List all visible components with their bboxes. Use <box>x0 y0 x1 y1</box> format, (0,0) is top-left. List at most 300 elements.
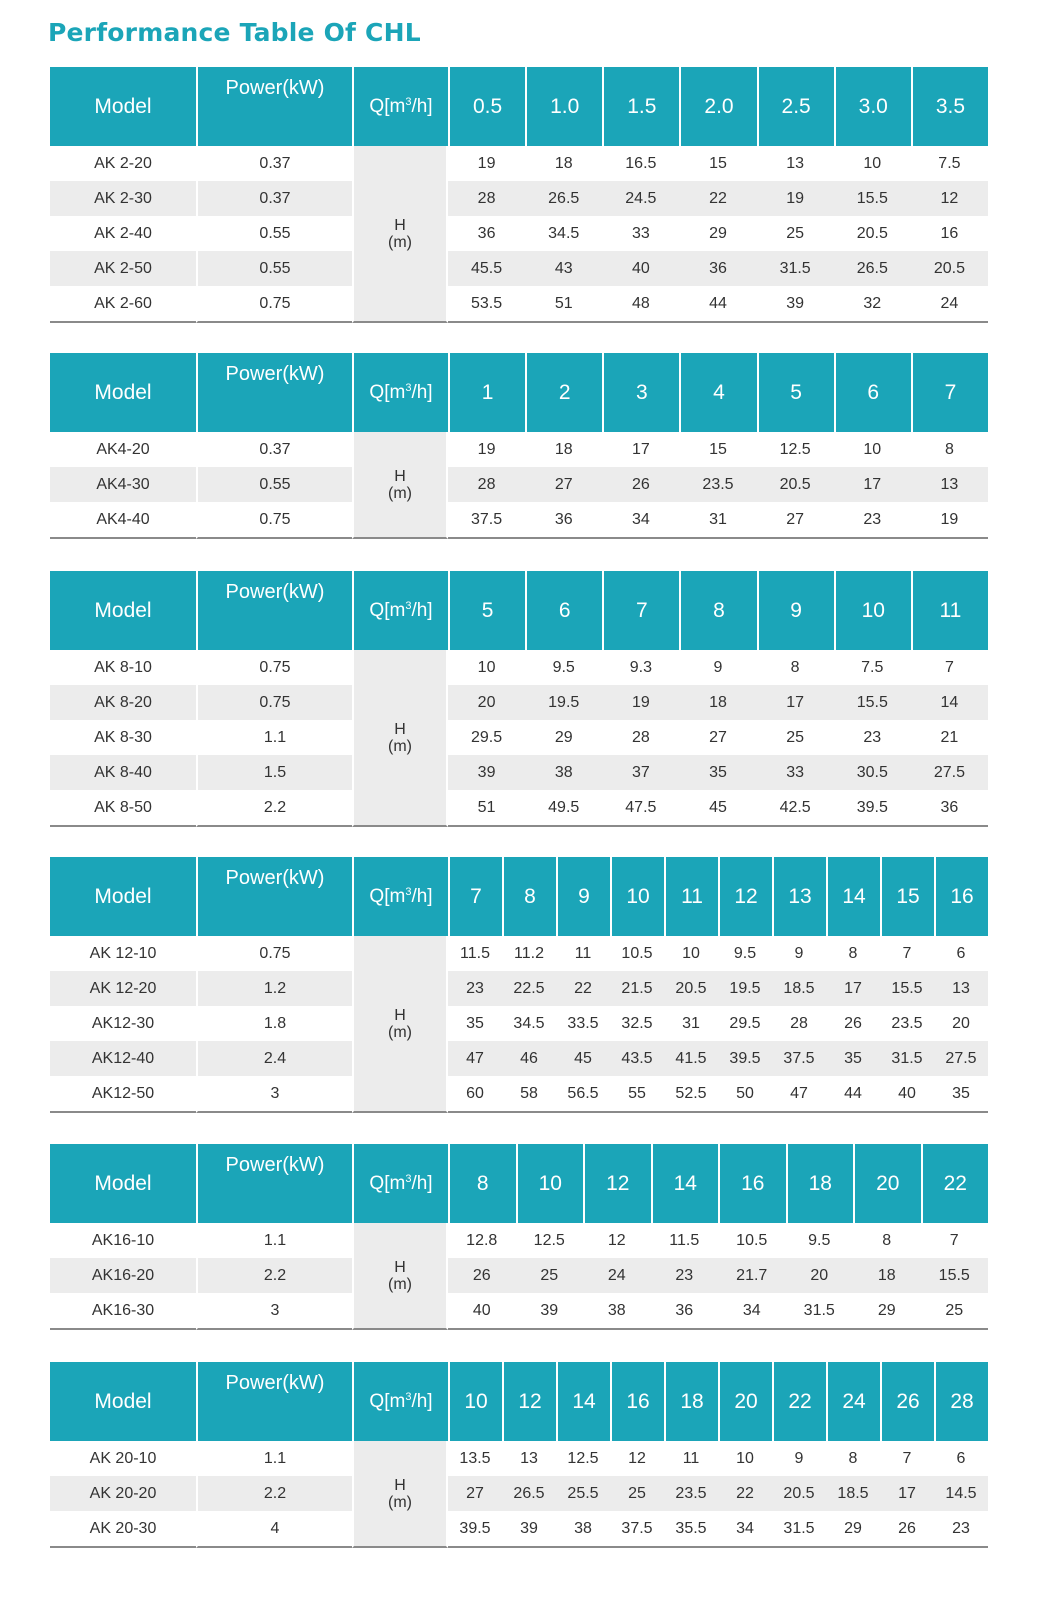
head-value-cell: 21 <box>940 728 959 746</box>
flow-header <box>352 353 448 432</box>
head-value-cell: 28 <box>790 1014 808 1032</box>
flow-value-header: 16 <box>610 1362 664 1441</box>
flow-value-header: 28 <box>934 1362 988 1441</box>
flow-value-header: 7 <box>448 857 502 936</box>
flow-header-prefix: Q[m <box>369 381 406 403</box>
head-value-cell: 30.5 <box>834 755 911 790</box>
head-value-cell: 45 <box>679 790 756 827</box>
power-cell: 2.4 <box>196 1041 352 1076</box>
head-value-cell: 27.5 <box>934 1041 988 1076</box>
flow-value-header: 22 <box>921 1144 989 1223</box>
head-value-cell: 23 <box>651 1258 719 1293</box>
flow-value-header: 9 <box>757 571 834 650</box>
model-cell: AK 2-20 <box>94 154 152 172</box>
table-row <box>50 1223 988 1258</box>
table-row <box>50 1293 988 1330</box>
head-value-cell: 12 <box>628 1449 646 1467</box>
head-value-cell: 18 <box>554 154 573 172</box>
head-value-cell: 18.5 <box>826 1476 880 1511</box>
head-value-cell: 58 <box>502 1076 556 1113</box>
model-cell: AK 2-50 <box>50 251 196 286</box>
head-value-cell: 45 <box>556 1041 610 1076</box>
power-cell: 0.55 <box>196 467 352 502</box>
head-value-cell: 13 <box>520 1449 538 1467</box>
head-value-cell: 11.2 <box>514 944 544 962</box>
power-cell: 2.2 <box>196 1476 352 1511</box>
head-value-cell: 45.5 <box>448 251 525 286</box>
head-value-cell: 18 <box>853 1258 921 1293</box>
head-value-cell: 51 <box>525 286 602 323</box>
head-value-cell: 29 <box>826 1511 880 1548</box>
head-value-cell: 27 <box>757 502 834 539</box>
flow-value-header: 20 <box>853 1144 921 1223</box>
head-value-cell: 49.5 <box>525 790 602 827</box>
head-value-cell: 18.5 <box>772 971 826 1006</box>
power-header: Power(kW) <box>196 571 352 650</box>
flow-value-header: 6 <box>525 571 602 650</box>
flow-value-header: 14 <box>651 1144 719 1223</box>
head-value-cell: 31 <box>682 1014 700 1032</box>
head-value-cell: 12.5 <box>533 1231 565 1249</box>
table-row <box>50 1041 988 1076</box>
head-value-cell: 17 <box>631 440 650 458</box>
model-header: Model <box>50 1144 196 1223</box>
power-cell: 0.37 <box>196 146 352 181</box>
head-value-cell: 7 <box>902 944 912 962</box>
power-cell: 0.37 <box>196 432 352 467</box>
performance-table <box>50 1144 988 1330</box>
head-value-cell: 36 <box>679 251 756 286</box>
head-value-cell: 13 <box>911 467 988 502</box>
table-row <box>50 936 988 971</box>
head-label: H <box>394 720 406 738</box>
flow-header-suffix: /h] <box>411 1390 433 1412</box>
power-header: Power(kW) <box>196 67 352 146</box>
head-label-cell <box>352 650 448 827</box>
flow-value-header: 3.5 <box>911 67 988 146</box>
power-cell: 1.5 <box>196 755 352 790</box>
head-value-cell: 25 <box>786 224 805 242</box>
head-value-cell: 10 <box>736 1449 754 1467</box>
flow-header <box>352 571 448 650</box>
head-value-cell: 24 <box>583 1258 651 1293</box>
head-value-cell: 20.5 <box>757 467 834 502</box>
flow-value-header: 10 <box>834 571 911 650</box>
power-cell: 0.55 <box>196 216 352 251</box>
head-value-cell: 46 <box>502 1041 556 1076</box>
head-value-cell: 31 <box>679 502 756 539</box>
head-value-cell: 10 <box>863 440 882 458</box>
head-value-cell: 53.5 <box>448 286 525 323</box>
head-value-cell: 21.5 <box>610 971 664 1006</box>
flow-value-header: 22 <box>772 1362 826 1441</box>
head-value-cell: 17 <box>834 467 911 502</box>
head-value-cell: 17 <box>880 1476 934 1511</box>
power-cell: 0.75 <box>196 936 352 971</box>
power-cell: 0.37 <box>196 181 352 216</box>
head-value-cell: 15 <box>709 440 727 458</box>
head-value-cell: 9.5 <box>552 658 575 676</box>
model-header: Model <box>50 571 196 650</box>
head-value-cell: 8 <box>848 1449 858 1467</box>
head-label-cell <box>352 146 448 323</box>
flow-value-header: 11 <box>664 857 718 936</box>
model-cell: AK12-30 <box>91 1014 155 1032</box>
flow-value-header: 18 <box>664 1362 718 1441</box>
head-value-cell: 10.5 <box>621 944 653 962</box>
head-value-cell: 23.5 <box>891 1014 923 1032</box>
head-value-cell: 39 <box>757 286 834 323</box>
flow-header-prefix: Q[m <box>369 1390 406 1412</box>
head-value-cell: 25 <box>921 1293 989 1330</box>
head-value-cell: 29.5 <box>471 728 503 746</box>
head-value-cell: 38 <box>556 1511 610 1548</box>
model-header: Model <box>50 353 196 432</box>
head-value-cell: 9 <box>794 944 804 962</box>
head-value-cell: 22 <box>718 1476 772 1511</box>
head-value-cell: 21.7 <box>718 1258 786 1293</box>
head-value-cell: 8 <box>882 1231 892 1249</box>
head-value-cell: 15.5 <box>880 971 934 1006</box>
head-value-cell: 36 <box>525 502 602 539</box>
flow-header-exponent: 3 <box>405 381 412 394</box>
head-value-cell: 29 <box>554 728 573 746</box>
power-cell: 1.2 <box>196 971 352 1006</box>
flow-value-header: 11 <box>911 571 988 650</box>
flow-value-header: 2.0 <box>679 67 756 146</box>
head-value-cell: 7 <box>949 1231 959 1249</box>
head-value-cell: 36 <box>477 224 496 242</box>
head-value-cell: 20.5 <box>911 251 988 286</box>
model-cell: AK4-20 <box>96 440 150 458</box>
head-value-cell: 20.5 <box>856 224 888 242</box>
flow-value-header: 8 <box>448 1144 516 1223</box>
head-value-cell: 11 <box>682 1449 700 1467</box>
flow-value-header: 4 <box>679 353 756 432</box>
head-value-cell: 25 <box>516 1258 584 1293</box>
header-row <box>50 857 988 936</box>
table-row <box>50 181 988 216</box>
head-value-cell: 16 <box>940 224 959 242</box>
flow-value-header: 3 <box>602 353 679 432</box>
model-cell: AK12-50 <box>50 1076 196 1113</box>
flow-header-suffix: /h] <box>411 1172 433 1194</box>
flow-value-header: 13 <box>772 857 826 936</box>
model-header: Model <box>50 1362 196 1441</box>
head-value-cell: 22.5 <box>502 971 556 1006</box>
head-value-cell: 8 <box>848 944 858 962</box>
head-value-cell: 25.5 <box>556 1476 610 1511</box>
head-value-cell: 26.5 <box>502 1476 556 1511</box>
head-value-cell: 39 <box>516 1293 584 1330</box>
head-value-cell: 12 <box>607 1231 626 1249</box>
head-value-cell: 31.5 <box>772 1511 826 1548</box>
power-cell: 1.1 <box>196 1223 352 1258</box>
flow-value-header: 20 <box>718 1362 772 1441</box>
table-row <box>50 1511 988 1548</box>
head-unit-label: (m) <box>388 1493 412 1511</box>
head-value-cell: 19 <box>477 440 496 458</box>
power-cell: 3 <box>196 1293 352 1330</box>
head-value-cell: 13 <box>786 154 805 172</box>
flow-value-header: 1.5 <box>602 67 679 146</box>
head-value-cell: 22 <box>556 971 610 1006</box>
head-value-cell: 23 <box>934 1511 988 1548</box>
head-value-cell: 27 <box>525 467 602 502</box>
head-value-cell: 10 <box>863 154 882 172</box>
power-header: Power(kW) <box>196 1144 352 1223</box>
flow-value-header: 16 <box>718 1144 786 1223</box>
head-value-cell: 51 <box>448 790 525 827</box>
head-value-cell: 37.5 <box>610 1511 664 1548</box>
head-value-cell: 6 <box>956 1449 966 1467</box>
flow-header <box>352 1362 448 1441</box>
head-value-cell: 19 <box>477 154 496 172</box>
head-value-cell: 41.5 <box>664 1041 718 1076</box>
head-value-cell: 35 <box>826 1041 880 1076</box>
flow-value-header: 2 <box>525 353 602 432</box>
head-value-cell: 38 <box>525 755 602 790</box>
flow-value-header: 12 <box>583 1144 651 1223</box>
head-value-cell: 9.3 <box>629 658 652 676</box>
flow-header <box>352 1144 448 1223</box>
power-cell: 2.2 <box>196 790 352 827</box>
model-cell: AK 12-20 <box>50 971 196 1006</box>
table-row <box>50 467 988 502</box>
model-cell: AK 8-20 <box>50 685 196 720</box>
header-row <box>50 353 988 432</box>
head-label: H <box>394 1258 406 1276</box>
model-cell: AK 8-40 <box>50 755 196 790</box>
table-row <box>50 286 988 323</box>
model-cell: AK 2-60 <box>50 286 196 323</box>
head-label: H <box>394 216 406 234</box>
flow-value-header: 6 <box>834 353 911 432</box>
header-row <box>50 571 988 650</box>
head-value-cell: 22 <box>679 181 756 216</box>
flow-value-header: 15 <box>880 857 934 936</box>
power-cell: 2.2 <box>196 1258 352 1293</box>
table-row <box>50 432 988 467</box>
head-value-cell: 37 <box>602 755 679 790</box>
head-value-cell: 43 <box>525 251 602 286</box>
flow-value-header: 1.0 <box>525 67 602 146</box>
model-cell: AK 8-30 <box>94 728 152 746</box>
head-value-cell: 31.5 <box>757 251 834 286</box>
head-value-cell: 40 <box>448 1293 516 1330</box>
head-unit-label: (m) <box>388 1023 412 1041</box>
head-value-cell: 17 <box>826 971 880 1006</box>
head-value-cell: 48 <box>602 286 679 323</box>
header-row <box>50 1144 988 1223</box>
head-value-cell: 44 <box>679 286 756 323</box>
flow-value-header: 18 <box>786 1144 854 1223</box>
head-value-cell: 9 <box>713 658 723 676</box>
head-value-cell: 39 <box>502 1511 556 1548</box>
head-value-cell: 18 <box>679 685 756 720</box>
head-value-cell: 18 <box>554 440 573 458</box>
power-cell: 1.1 <box>196 720 352 755</box>
head-value-cell: 39.5 <box>718 1041 772 1076</box>
head-value-cell: 19.5 <box>525 685 602 720</box>
model-cell: AK16-30 <box>50 1293 196 1330</box>
head-value-cell: 36 <box>651 1293 719 1330</box>
flow-header-prefix: Q[m <box>369 885 406 907</box>
head-value-cell: 31.5 <box>880 1041 934 1076</box>
head-value-cell: 29 <box>709 224 727 242</box>
model-cell: AK12-40 <box>50 1041 196 1076</box>
head-value-cell: 10 <box>477 658 496 676</box>
head-value-cell: 36 <box>911 790 988 827</box>
flow-value-header: 16 <box>934 857 988 936</box>
head-value-cell: 37.5 <box>772 1041 826 1076</box>
power-cell: 3 <box>196 1076 352 1113</box>
model-cell: AK 20-30 <box>50 1511 196 1548</box>
head-value-cell: 13 <box>934 971 988 1006</box>
head-value-cell: 19.5 <box>718 971 772 1006</box>
head-value-cell: 33 <box>757 755 834 790</box>
head-value-cell: 28 <box>631 728 650 746</box>
flow-value-header: 3.0 <box>834 67 911 146</box>
performance-table <box>50 353 988 539</box>
head-value-cell: 20.5 <box>772 1476 826 1511</box>
head-value-cell: 20.5 <box>664 971 718 1006</box>
head-value-cell: 26 <box>602 467 679 502</box>
table-row <box>50 1258 988 1293</box>
flow-header-exponent: 3 <box>405 599 412 612</box>
flow-header-exponent: 3 <box>405 1390 412 1403</box>
head-value-cell: 40 <box>880 1076 934 1113</box>
head-value-cell: 40 <box>602 251 679 286</box>
flow-value-header: 12 <box>502 1362 556 1441</box>
head-value-cell: 20 <box>952 1014 970 1032</box>
flow-header-prefix: Q[m <box>369 1172 406 1194</box>
head-value-cell: 55 <box>610 1076 664 1113</box>
flow-value-header: 7 <box>911 353 988 432</box>
head-value-cell: 23.5 <box>679 467 756 502</box>
flow-header-prefix: Q[m <box>369 599 406 621</box>
head-value-cell: 14.5 <box>934 1476 988 1511</box>
head-value-cell: 27 <box>448 1476 502 1511</box>
flow-value-header: 14 <box>826 857 880 936</box>
flow-value-header: 8 <box>679 571 756 650</box>
table-row <box>50 146 988 181</box>
flow-value-header: 7 <box>602 571 679 650</box>
head-label: H <box>394 467 406 485</box>
head-value-cell: 26 <box>448 1258 516 1293</box>
table-row <box>50 790 988 827</box>
table-row <box>50 1076 988 1113</box>
head-value-cell: 12 <box>911 181 988 216</box>
head-value-cell: 8 <box>790 658 800 676</box>
head-value-cell: 26 <box>844 1014 862 1032</box>
head-value-cell: 11.5 <box>669 1231 700 1249</box>
flow-header-suffix: /h] <box>411 885 433 907</box>
head-value-cell: 50 <box>718 1076 772 1113</box>
head-value-cell: 25 <box>610 1476 664 1511</box>
table-row <box>50 755 988 790</box>
flow-value-header: 10 <box>448 1362 502 1441</box>
flow-value-header: 12 <box>718 857 772 936</box>
head-value-cell: 16.5 <box>625 154 657 172</box>
head-value-cell: 7.5 <box>861 658 884 676</box>
table-row <box>50 1006 988 1041</box>
head-value-cell: 26.5 <box>834 251 911 286</box>
power-cell: 0.75 <box>196 685 352 720</box>
head-value-cell: 47 <box>772 1076 826 1113</box>
head-value-cell: 9.5 <box>733 944 757 962</box>
head-value-cell: 39 <box>448 755 525 790</box>
head-value-cell: 19 <box>911 502 988 539</box>
head-value-cell: 6 <box>956 944 966 962</box>
model-cell: AK16-20 <box>50 1258 196 1293</box>
power-cell: 0.75 <box>196 502 352 539</box>
head-value-cell: 7 <box>944 658 954 676</box>
head-value-cell: 11.5 <box>460 944 490 962</box>
head-value-cell: 9 <box>794 1449 804 1467</box>
table-row <box>50 1441 988 1476</box>
head-value-cell: 39.5 <box>834 790 911 827</box>
power-cell: 1.1 <box>196 1441 352 1476</box>
flow-value-header: 14 <box>556 1362 610 1441</box>
head-value-cell: 11 <box>574 944 592 962</box>
model-cell: AK16-10 <box>91 1231 155 1249</box>
model-cell: AK 20-20 <box>50 1476 196 1511</box>
flow-header-suffix: /h] <box>411 599 433 621</box>
head-value-cell: 37.5 <box>448 502 525 539</box>
flow-header-suffix: /h] <box>411 95 433 117</box>
head-value-cell: 34 <box>718 1293 786 1330</box>
head-unit-label: (m) <box>388 1275 412 1293</box>
head-value-cell: 47 <box>448 1041 502 1076</box>
performance-table <box>50 67 988 323</box>
head-label-cell <box>352 432 448 539</box>
head-value-cell: 27 <box>709 728 727 746</box>
flow-header-suffix: /h] <box>411 381 433 403</box>
performance-table <box>50 857 988 1113</box>
head-value-cell: 42.5 <box>757 790 834 827</box>
head-value-cell: 35.5 <box>664 1511 718 1548</box>
head-value-cell: 35 <box>466 1014 484 1032</box>
head-value-cell: 38 <box>583 1293 651 1330</box>
model-cell: AK4-40 <box>50 502 196 539</box>
head-value-cell: 56.5 <box>556 1076 610 1113</box>
head-value-cell: 47.5 <box>602 790 679 827</box>
table-row <box>50 502 988 539</box>
head-value-cell: 35 <box>934 1076 988 1113</box>
flow-header-exponent: 3 <box>405 885 412 898</box>
flow-header-exponent: 3 <box>405 95 412 108</box>
model-cell: AK 8-50 <box>50 790 196 827</box>
head-value-cell: 28 <box>448 181 525 216</box>
head-value-cell: 10 <box>682 944 700 962</box>
header-row <box>50 1362 988 1441</box>
head-value-cell: 26.5 <box>525 181 602 216</box>
flow-value-header: 24 <box>826 1362 880 1441</box>
head-value-cell: 10.5 <box>736 1231 768 1249</box>
head-value-cell: 43.5 <box>610 1041 664 1076</box>
head-value-cell: 7 <box>902 1449 912 1467</box>
model-cell: AK 2-40 <box>94 224 152 242</box>
head-value-cell: 12.5 <box>567 1449 599 1467</box>
model-cell: AK 20-10 <box>89 1449 157 1467</box>
model-cell: AK4-30 <box>50 467 196 502</box>
model-cell: AK 2-30 <box>50 181 196 216</box>
power-cell: 0.75 <box>196 286 352 323</box>
power-cell: 1.8 <box>196 1006 352 1041</box>
power-cell: 0.55 <box>196 251 352 286</box>
flow-header <box>352 857 448 936</box>
